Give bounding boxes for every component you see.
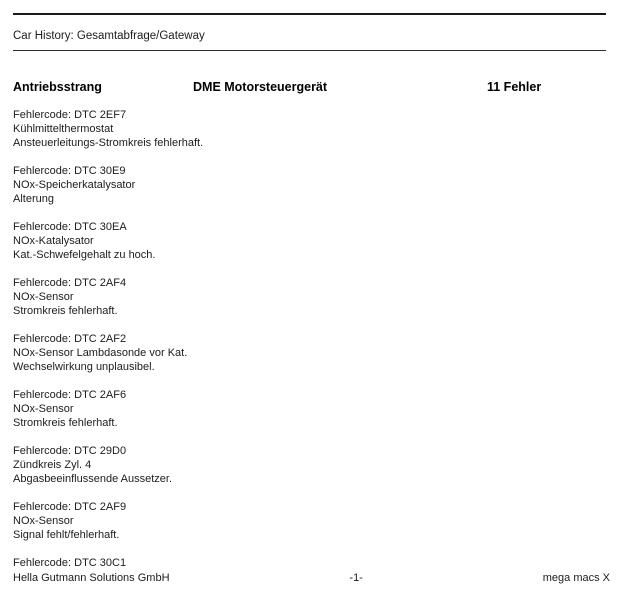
section-header bbox=[13, 80, 606, 96]
fault-description-line: NOx-Sensor bbox=[13, 403, 74, 415]
fault-entry bbox=[13, 388, 613, 430]
page-title: Car History: Gesamtabfrage/Gateway bbox=[13, 30, 205, 42]
footer-device-name: mega macs X bbox=[542, 572, 610, 584]
fault-code: Fehlercode: DTC 2AF6 bbox=[13, 389, 127, 401]
fault-code: Fehlercode: DTC 2AF9 bbox=[13, 501, 127, 513]
fault-description-line: Wechselwirkung unplausibel. bbox=[13, 361, 155, 373]
fault-code: Fehlercode: DTC 2EF7 bbox=[13, 109, 127, 121]
fault-description-line: Kat.-Schwefelgehalt zu hoch. bbox=[13, 249, 156, 261]
fault-code: Fehlercode: DTC 2AF4 bbox=[13, 277, 127, 289]
fault-description-line: Signal fehlt/fehlerhaft. bbox=[13, 529, 120, 541]
page-footer bbox=[13, 571, 610, 585]
fault-description-line: Alterung bbox=[13, 193, 54, 205]
footer-company: Hella Gutmann Solutions GmbH bbox=[13, 572, 170, 584]
section-column-drivetrain: Antriebsstrang bbox=[13, 80, 102, 94]
fault-list bbox=[13, 108, 613, 584]
fault-entry bbox=[13, 276, 613, 318]
fault-description-line: Kühlmittelthermostat bbox=[13, 123, 114, 135]
fault-code: Fehlercode: DTC 2AF2 bbox=[13, 333, 127, 345]
fault-entry bbox=[13, 444, 613, 486]
fault-entry bbox=[13, 500, 613, 542]
fault-description-line: NOx-Sensor Lambdasonde vor Kat. bbox=[13, 347, 188, 359]
top-divider bbox=[13, 13, 606, 15]
section-column-fault-count: 11 Fehler bbox=[487, 80, 542, 94]
fault-code: Fehlercode: DTC 30C1 bbox=[13, 557, 127, 569]
fault-description-line: Zündkreis Zyl. 4 bbox=[13, 459, 92, 471]
fault-entry bbox=[13, 220, 613, 262]
fault-description-line: NOx-Sensor bbox=[13, 515, 74, 527]
fault-entry bbox=[13, 332, 613, 374]
fault-entry bbox=[13, 164, 613, 206]
fault-entry bbox=[13, 108, 613, 150]
fault-description-line: NOx-Sensor bbox=[13, 291, 74, 303]
fault-description-line: Abgasbeeinflussende Aussetzer. bbox=[13, 473, 173, 485]
fault-description-line: NOx-Speicherkatalysator bbox=[13, 179, 136, 191]
section-column-ecu: DME Motorsteuergerät bbox=[193, 80, 328, 94]
title-divider bbox=[13, 50, 606, 51]
fault-description-line: Stromkreis fehlerhaft. bbox=[13, 305, 118, 317]
fault-description-line: Ansteuerleitungs-Stromkreis fehlerhaft. bbox=[13, 137, 204, 149]
footer-page-number: -1- bbox=[349, 572, 363, 584]
fault-code: Fehlercode: DTC 30E9 bbox=[13, 165, 126, 177]
fault-code: Fehlercode: DTC 30EA bbox=[13, 221, 127, 233]
fault-entry bbox=[13, 556, 613, 570]
fault-description-line: NOx-Katalysator bbox=[13, 235, 94, 247]
fault-code: Fehlercode: DTC 29D0 bbox=[13, 445, 127, 457]
fault-description-line: Stromkreis fehlerhaft. bbox=[13, 417, 118, 429]
